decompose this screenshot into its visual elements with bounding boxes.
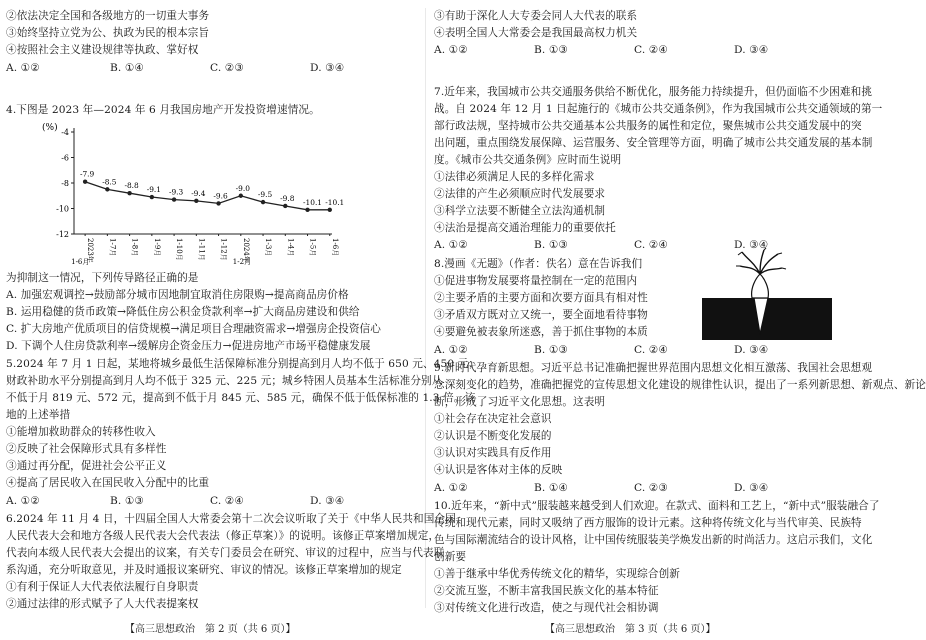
data-label: -9.6 xyxy=(213,191,228,201)
q10-statement-1: ①善于继承中华优秀传统文化的精华，实现综合创新 xyxy=(434,568,680,580)
q10-statement-2: ②交流互鉴，不断丰富我国民族文化的基本特征 xyxy=(434,585,659,597)
data-label: -8.8 xyxy=(124,181,139,191)
q9-statement-2: ②认识是不断变化发展的 xyxy=(434,430,552,442)
y-tick-label: -8 xyxy=(61,179,69,188)
q7-line-5: 度。《城市公共交通条例》应时而生说明 xyxy=(434,154,622,166)
x-tick-label: 2023年 xyxy=(86,238,95,263)
page-footer-2: 【高三思想政治 第 2 页（共 6 页）】 xyxy=(125,624,296,635)
x-tick-label: 1-6月 xyxy=(330,238,339,257)
q6-line-3: 代表向本级人民代表大会提出的议案，有关专门委员会在研究、审议的过程中，应当与代表联 xyxy=(6,547,445,559)
x-tick-label: 1-9月 xyxy=(152,238,161,257)
x-tick-label: 1-3月 xyxy=(264,238,273,257)
x-tick-label: 1-10月 xyxy=(175,238,184,261)
q8-statement-2: ②主要矛盾的主要方面和次要方面具有相对性 xyxy=(434,292,648,304)
q3-choice-d: D. ③④ xyxy=(310,62,345,74)
data-label: -9.3 xyxy=(168,187,184,197)
data-label: -8.5 xyxy=(102,177,117,187)
q7-statement-3: ③科学立法要不断健全立法沟通机制 xyxy=(434,205,606,217)
q8-statement-3: ③矛盾双方既对立又统一，要全面地看待事物 xyxy=(434,309,648,321)
q7-line-3: 部行政法规，坚持城市公共交通基本公共服务的属性和定位，聚焦城市公共交通发展中的突 xyxy=(434,120,862,132)
q6-line-1: 6.2024 年 11 月 4 日，十四届全国人大常委会第十二次会议听取了关于《中华人民共和国全国 xyxy=(6,513,456,525)
q6-statement-3: ③有助于深化人大专委会同人大代表的联系 xyxy=(434,10,638,22)
q6-statement-1: ①有利于保证人大代表依法履行自身职责 xyxy=(6,581,199,593)
q10-statement-3: ③对传统文化进行改造，使之与现代社会相协调 xyxy=(434,602,659,614)
q5-choice-d: D. ③④ xyxy=(310,495,345,507)
q7-statement-4: ④法治是提高交通治理能力的重要依托 xyxy=(434,222,616,234)
q9-choice-a: A. ①② xyxy=(434,482,468,494)
y-tick-label: -10 xyxy=(56,204,69,214)
q9-choice-d: D. ③④ xyxy=(734,482,769,494)
q10-line-4: 创新要 xyxy=(434,551,467,563)
q8-choice-b: B. ①③ xyxy=(534,344,569,356)
q9-statement-1: ①社会存在决定社会意识 xyxy=(434,413,552,425)
data-point xyxy=(83,180,87,184)
data-label: -10.1 xyxy=(325,197,345,207)
q5-statement-4: ④提高了居民收入在国民收入分配中的比重 xyxy=(6,477,210,489)
q6-statement-2: ②通过法律的形式赋予了人大代表提案权 xyxy=(6,598,199,610)
q6-choice-b: B. ①③ xyxy=(534,44,569,56)
q8-statement-1: ①促进事物发展要将量控制在一定的范围内 xyxy=(434,275,638,287)
page-3-column xyxy=(430,0,926,640)
q3-choice-b: B. ①④ xyxy=(110,62,145,74)
q9-line-2: 念深刻变化的趋势，准确把握党的宣传思想文化建设的规律性认识，提出了一系列新思想、新观点、新论 xyxy=(434,379,926,391)
y-tick-label: -4 xyxy=(61,128,69,137)
q4-option-c: C. 扩大房地产优质项目的信贷规模→满足项目合理融资需求→增强房企投资信心 xyxy=(6,323,381,335)
x-tick-sublabel: 1-2月 xyxy=(232,258,252,266)
q8-choice-c: C. ②④ xyxy=(634,344,668,356)
q9-choice-b: B. ①④ xyxy=(534,482,569,494)
data-label: -9.0 xyxy=(235,183,250,193)
q4-option-a: A. 加强宏观调控→鼓励部分城市因地制宜取消住房限购→提高商品房价格 xyxy=(6,289,349,301)
q7-statement-1: ①法律必须满足人民的多样化需求 xyxy=(434,171,595,183)
q5-line-3: 不低于月 819 元、572 元，提高到不低于月 845 元、585 元，确保不低于低保标准的 1.3 倍。该 xyxy=(6,392,476,404)
x-tick-label: 1-11月 xyxy=(197,238,206,261)
q7-line-1: 7.近年来，我国城市公共交通服务供给不断优化，服务能力持续提升，但仍面临不少困难和挑 xyxy=(434,86,873,98)
y-axis-unit: (%) xyxy=(42,123,58,133)
x-tick-label: 1-7月 xyxy=(108,238,117,257)
q6-statement-4: ④表明全国人大常委会是我国最高权力机关 xyxy=(434,27,638,39)
q10-line-1: 10.近年来，“新中式”服装越来越受到人们欢迎。在款式、面料和工艺上，“新中式”服装融合了 xyxy=(434,500,880,512)
q5-choice-a: A. ①② xyxy=(6,495,40,507)
q7-choice-d: D. ③④ xyxy=(734,239,769,251)
q8-stem: 8.漫画《无题》（作者：佚名）意在告诉我们 xyxy=(434,258,643,270)
q3-choice-a: A. ①② xyxy=(6,62,40,74)
q9-statement-3: ③认识对实践具有反作用 xyxy=(434,447,552,459)
q8-choice-d: D. ③④ xyxy=(734,344,769,356)
cartoon-carrot-top xyxy=(752,274,769,298)
data-point xyxy=(328,208,332,212)
q6-line-4: 系沟通，充分听取意见，并及时通报议案研究、审议的情况。该修正草案增加的规定 xyxy=(6,564,402,576)
cartoon-carrot-image xyxy=(702,248,832,340)
q4-question: 为抑制这一情况，下列传导路径正确的是 xyxy=(6,272,199,284)
q5-statement-3: ③通过再分配，促进社会公平正义 xyxy=(6,460,167,472)
q9-choice-c: C. ②③ xyxy=(634,482,668,494)
x-tick-label: 2024年 xyxy=(241,238,250,263)
q3-option-4: ④按照社会主义建设规律等执政、掌好权 xyxy=(6,44,199,56)
data-label: -9.1 xyxy=(146,185,161,195)
data-point xyxy=(305,208,309,212)
data-point xyxy=(216,201,220,205)
q8-choice-a: A. ①② xyxy=(434,344,468,356)
q7-line-4: 出问题，重点围绕发展保障、运营服务、安全管理等方面，明确了城市公共交通发展的基本制 xyxy=(434,137,873,149)
q5-statement-1: ①能增加救助群众的转移性收入 xyxy=(6,426,156,438)
data-label: -9.5 xyxy=(257,190,273,200)
q7-choice-c: C. ②④ xyxy=(634,239,668,251)
data-label: -7.9 xyxy=(79,169,95,179)
q3-option-3: ③始终坚持立党为公、执政为民的根本宗旨 xyxy=(6,27,210,39)
q9-statement-4: ④认识是客体对主体的反映 xyxy=(434,464,563,476)
data-point xyxy=(127,191,131,195)
q7-choice-a: A. ①② xyxy=(434,239,468,251)
page-footer-3: 【高三思想政治 第 3 页（共 6 页）】 xyxy=(545,624,716,635)
q5-line-4: 地的上述举措 xyxy=(6,409,71,421)
q3-choice-c: C. ②③ xyxy=(210,62,244,74)
data-point xyxy=(239,194,243,198)
q4-option-b: B. 运用稳健的货币政策→降低住房公积金贷款利率→扩大商品房建设和供给 xyxy=(6,306,360,318)
x-tick-label: 1-8月 xyxy=(130,238,139,257)
q3-option-2: ②依法决定全国和各级地方的一切重大事务 xyxy=(6,10,210,22)
data-point xyxy=(283,204,287,208)
q4-stem: 4.下图是 2023 年—2024 年 6 月我国房地产开发投资增速情况。 xyxy=(6,104,320,116)
y-tick-label: -12 xyxy=(56,230,69,239)
q7-statement-2: ②法律的产生必须顺应时代发展要求 xyxy=(434,188,606,200)
q6-choice-a: A. ①② xyxy=(434,44,468,56)
data-point xyxy=(172,197,176,201)
q4-option-d: D. 下调个人住房贷款利率→缓解房企资金压力→促进房地产市场平稳健康发展 xyxy=(6,340,371,352)
data-point xyxy=(150,195,154,199)
data-label: -9.4 xyxy=(191,188,206,198)
q7-choice-b: B. ①③ xyxy=(534,239,569,251)
q9-line-1: 9.新时代孕育新思想。习近平总书记准确把握世界范围内思想文化相互激荡、我国社会思想观 xyxy=(434,362,873,374)
q5-choice-b: B. ①③ xyxy=(110,495,145,507)
data-label: -10.1 xyxy=(303,197,323,207)
q10-line-3: 色与国际潮流结合的设计风格，让中国传统服装美学焕发出新的时尚活力。这启示我们，文化 xyxy=(434,534,873,546)
q5-line-1: 5.2024 年 7 月 1 日起，某地将城乡最低生活保障标准分别提高到月人均不低于 650 元、450 元； xyxy=(6,358,480,370)
q5-line-2: 财政补助水平分别提高到月人均不低于 325 元、225 元；城乡特困人员基本生活标准分别从 xyxy=(6,375,443,387)
q7-line-2: 战。自 2024 年 12 月 1 日起施行的《城市公共交通条例》，作为我国城市公共交通领域的第一 xyxy=(434,103,883,115)
data-point xyxy=(105,187,109,191)
q6-choice-c: C. ②④ xyxy=(634,44,668,56)
q8-statement-4: ④要避免被表象所迷惑，善于抓住事物的本质 xyxy=(434,326,648,338)
y-tick-label: -6 xyxy=(61,153,69,163)
data-label: -9.8 xyxy=(280,193,295,203)
x-tick-label: 1-4月 xyxy=(286,238,295,257)
q10-line-2: 传统和现代元素，同时又吸纳了西方服饰的设计元素。这种将传统文化与当代审美、民族特 xyxy=(434,517,862,529)
x-tick-label: 1-12月 xyxy=(219,238,228,261)
x-tick-label: 1-5月 xyxy=(308,238,317,257)
q6-line-2: 人民代表大会和地方各级人民代表大会代表法（修正草案）》的说明。该修正草案增加规定， xyxy=(6,530,440,542)
data-point xyxy=(194,199,198,203)
data-point xyxy=(261,200,265,204)
q9-line-3: 断，形成了习近平文化思想。这表明 xyxy=(434,396,606,408)
q6-choice-d: D. ③④ xyxy=(734,44,769,56)
q5-choice-c: C. ②④ xyxy=(210,495,244,507)
q5-statement-2: ②反映了社会保障形式具有多样性 xyxy=(6,443,167,455)
cartoon-leaves xyxy=(740,250,782,274)
x-tick-sublabel: 1-6月 xyxy=(71,258,90,266)
investment-growth-chart xyxy=(40,118,345,266)
